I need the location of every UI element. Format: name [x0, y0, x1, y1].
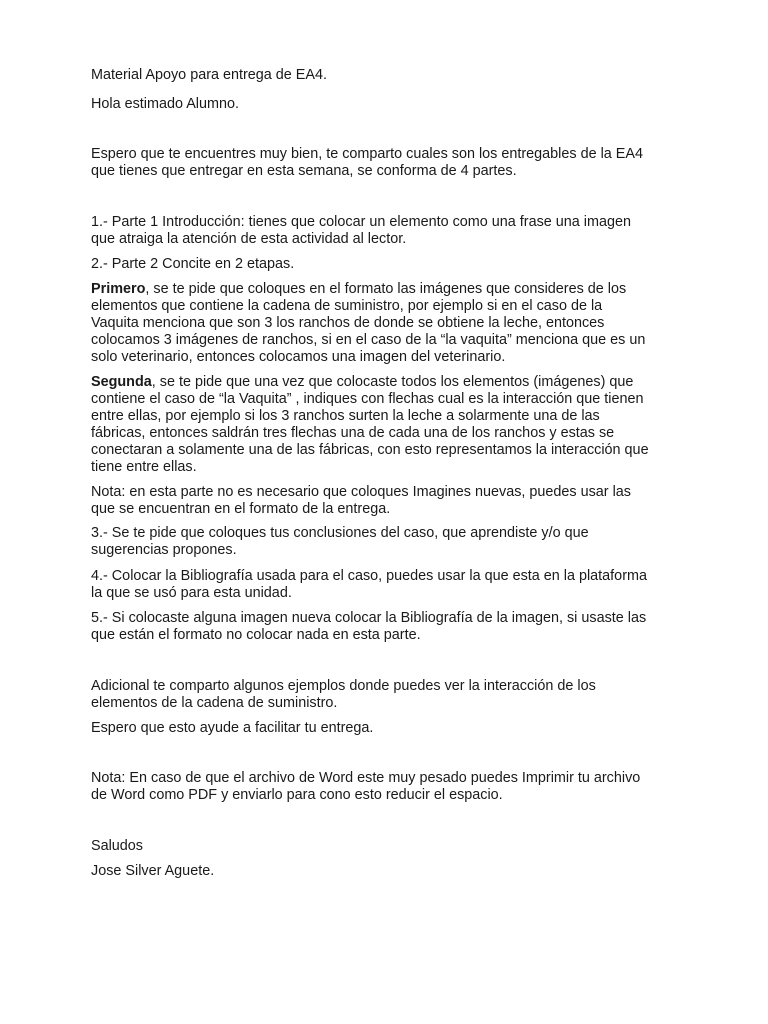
greeting: Hola estimado Alumno. — [91, 96, 239, 112]
signature: Jose Silver Aguete. — [91, 863, 215, 879]
part2-heading: 2.- Parte 2 Concite en 2 etapas. — [91, 256, 295, 272]
nota2-line-2: de Word como PDF y enviarlo para cono esto reducir el espacio. — [91, 787, 503, 803]
segunda-line-3: entre ellas, por ejemplo si los 3 ranchos surten la leche a solarmente una de las — [91, 408, 600, 424]
segunda-line-6: tiene entre ellas. — [91, 459, 197, 475]
part3-line-1: 3.- Se te pide que coloques tus conclusiones del caso, que aprendiste y/o que — [91, 525, 589, 541]
primero-line-5: solo veterinario, entonces colocamos una imagen del veterinario. — [91, 349, 506, 365]
segunda-line-4: fábricas, entonces saldrán tres flechas una de cada una de los ranchos y estas se — [91, 425, 615, 441]
primero-line-2: elementos que contiene la cadena de suministro, por ejemplo si en el caso de la — [91, 298, 603, 314]
primero-line-3: Vaquita menciona que son 3 los ranchos de donde se obtiene la leche, entonces — [91, 315, 605, 331]
segunda-line-1 — [91, 374, 633, 391]
adicional-line-2: elementos de la cadena de suministro. — [91, 695, 338, 711]
closing: Saludos — [91, 838, 144, 854]
segunda-text: , se te pide que una vez que colocaste todos los elementos (imágenes) que — [151, 374, 634, 390]
segunda-label: Segunda — [91, 374, 152, 390]
primero-line-4: colocamos 3 imágenes de ranchos, si en el caso de la “la vaquita” menciona que es un — [91, 332, 646, 348]
part1-line-1: 1.- Parte 1 Introducción: tienes que colocar un elemento como una frase una imagen — [91, 214, 631, 230]
part1-line-2: que atraiga la atención de esta actividad al lector. — [91, 231, 407, 247]
nota2-line-1: Nota: En caso de que el archivo de Word este muy pesado puedes Imprimir tu archivo — [91, 770, 641, 786]
part3-line-2: sugerencias propones. — [91, 542, 237, 558]
espero-line: Espero que esto ayude a facilitar tu entrega. — [91, 720, 374, 736]
part5-line-2: que están el formato no colocar nada en esta parte. — [91, 627, 421, 643]
part4-line-2: la que se usó para esta unidad. — [91, 585, 292, 601]
segunda-line-5: conectaran a solamente una de las fábricas, con esto representamos la interacción que — [91, 442, 649, 458]
nota1-line-2: que se encuentran en el formato de la entrega. — [91, 501, 391, 517]
part5-line-1: 5.- Si colocaste alguna imagen nueva colocar la Bibliografía de la imagen, si usaste las — [91, 610, 647, 626]
nota1-line-1: Nota: en esta parte no es necesario que coloques Imagines nuevas, puedes usar las — [91, 484, 631, 500]
intro-line-1: Espero que te encuentres muy bien, te comparto cuales son los entregables de la EA4 — [91, 146, 643, 162]
primero-line-1 — [91, 281, 626, 298]
segunda-line-2: contiene el caso de “la Vaquita” , indiques con flechas cual es la interacción que tienen — [91, 391, 644, 407]
document-title: Material Apoyo para entrega de EA4. — [91, 67, 327, 83]
intro-line-2: que tienes que entregar en esta semana, se conforma de 4 partes. — [91, 163, 517, 179]
adicional-line-1: Adicional te comparto algunos ejemplos donde puedes ver la interacción de los — [91, 678, 596, 694]
primero-label: Primero — [91, 281, 146, 297]
part4-line-1: 4.- Colocar la Bibliografía usada para el caso, puedes usar la que esta en la plataforma — [91, 568, 647, 584]
primero-text: , se te pide que coloques en el formato las imágenes que consideres de los — [145, 281, 627, 297]
